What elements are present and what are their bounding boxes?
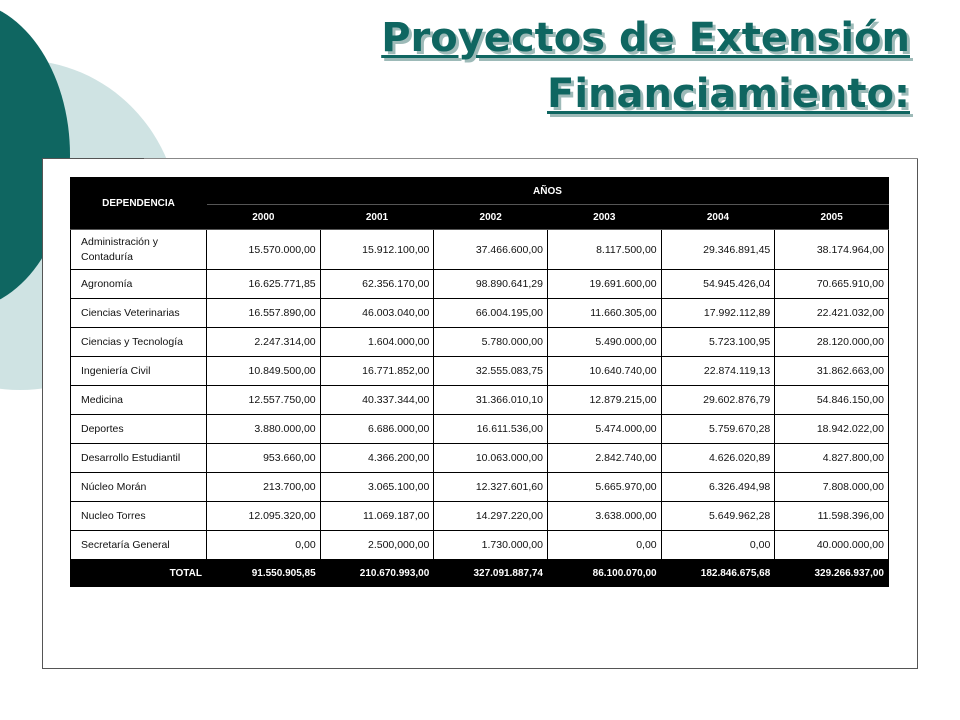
amount-cell: 10.640.740,00: [547, 357, 661, 386]
amount-cell: 16.625.771,85: [207, 270, 321, 299]
amount-cell: 953.660,00: [207, 444, 321, 473]
total-value: 86.100.070,00: [547, 560, 661, 587]
total-value: 91.550.905,85: [207, 560, 321, 587]
amount-cell: 22.421.032,00: [775, 299, 889, 328]
amount-cell: 2.500,000,00: [320, 531, 434, 560]
amount-cell: 5.780.000,00: [434, 328, 548, 357]
dependencia-name: Desarrollo Estudiantil: [71, 444, 207, 473]
amount-cell: 2.842.740,00: [547, 444, 661, 473]
dependencia-name: Núcleo Morán: [71, 473, 207, 502]
amount-cell: 29.346.891,45: [661, 230, 775, 270]
slide-title-line-1: Proyectos de Extensión: [381, 15, 910, 61]
dependencia-name: Administración y Contaduría: [71, 230, 207, 270]
dependencia-name: Ciencias Veterinarias: [71, 299, 207, 328]
amount-cell: 5.490.000,00: [547, 328, 661, 357]
dependencia-name: Secretaría General: [71, 531, 207, 560]
dependencia-name: Deportes: [71, 415, 207, 444]
dependencia-name: Agronomía: [71, 270, 207, 299]
amount-cell: 66.004.195,00: [434, 299, 548, 328]
amount-cell: 62.356.170,00: [320, 270, 434, 299]
amount-cell: 6.326.494,98: [661, 473, 775, 502]
table-row: [71, 473, 889, 502]
amount-cell: 4.366.200,00: [320, 444, 434, 473]
header-year: 2005: [775, 205, 889, 230]
amount-cell: 0,00: [661, 531, 775, 560]
header-years-label: AÑOS: [207, 178, 889, 205]
slide-title-line-2: Financiamiento:: [547, 71, 910, 117]
amount-cell: 12.095.320,00: [207, 502, 321, 531]
total-row: [71, 560, 889, 587]
amount-cell: 5.649.962,28: [661, 502, 775, 531]
amount-cell: 3.065.100,00: [320, 473, 434, 502]
table-row: [71, 270, 889, 299]
amount-cell: 19.691.600,00: [547, 270, 661, 299]
table-row: [71, 230, 889, 270]
header-dependencia: DEPENDENCIA: [71, 178, 207, 230]
amount-cell: 10.063.000,00: [434, 444, 548, 473]
amount-cell: 12.327.601,60: [434, 473, 548, 502]
table-row: [71, 531, 889, 560]
funding-table: [70, 177, 889, 587]
amount-cell: 5.723.100,95: [661, 328, 775, 357]
header-year: 2001: [320, 205, 434, 230]
amount-cell: 40.337.344,00: [320, 386, 434, 415]
amount-cell: 4.827.800,00: [775, 444, 889, 473]
dependencia-name: Ciencias y Tecnología: [71, 328, 207, 357]
amount-cell: 17.992.112,89: [661, 299, 775, 328]
table-row: [71, 328, 889, 357]
amount-cell: 12.879.215,00: [547, 386, 661, 415]
amount-cell: 37.466.600,00: [434, 230, 548, 270]
amount-cell: 46.003.040,00: [320, 299, 434, 328]
dependencia-name: Medicina: [71, 386, 207, 415]
amount-cell: 54.846.150,00: [775, 386, 889, 415]
table-row: [71, 415, 889, 444]
amount-cell: 16.611.536,00: [434, 415, 548, 444]
amount-cell: 5.759.670,28: [661, 415, 775, 444]
amount-cell: 18.942.022,00: [775, 415, 889, 444]
total-label: TOTAL: [71, 560, 207, 587]
amount-cell: 11.069.187,00: [320, 502, 434, 531]
amount-cell: 3.638.000,00: [547, 502, 661, 531]
dependencia-name: Nucleo Torres: [71, 502, 207, 531]
amount-cell: 32.555.083,75: [434, 357, 548, 386]
table-row: [71, 444, 889, 473]
amount-cell: 8.117.500,00: [547, 230, 661, 270]
frame-top-line: [144, 158, 918, 159]
total-value: 182.846.675,68: [661, 560, 775, 587]
total-value: 327.091.887,74: [434, 560, 548, 587]
amount-cell: 14.297.220,00: [434, 502, 548, 531]
amount-cell: 10.849.500,00: [207, 357, 321, 386]
header-year: 2002: [434, 205, 548, 230]
header-year: 2003: [547, 205, 661, 230]
amount-cell: 0,00: [207, 531, 321, 560]
amount-cell: 2.247.314,00: [207, 328, 321, 357]
amount-cell: 6.686.000,00: [320, 415, 434, 444]
amount-cell: 11.660.305,00: [547, 299, 661, 328]
amount-cell: 5.474.000,00: [547, 415, 661, 444]
amount-cell: 31.862.663,00: [775, 357, 889, 386]
amount-cell: 54.945.426,04: [661, 270, 775, 299]
amount-cell: 70.665.910,00: [775, 270, 889, 299]
header-year: 2004: [661, 205, 775, 230]
amount-cell: 1.730.000,00: [434, 531, 548, 560]
amount-cell: 31.366.010,10: [434, 386, 548, 415]
amount-cell: 16.557.890,00: [207, 299, 321, 328]
amount-cell: 22.874.119,13: [661, 357, 775, 386]
amount-cell: 28.120.000,00: [775, 328, 889, 357]
amount-cell: 7.808.000,00: [775, 473, 889, 502]
amount-cell: 40.000.000,00: [775, 531, 889, 560]
total-value: 329.266.937,00: [775, 560, 889, 587]
table-row: [71, 502, 889, 531]
amount-cell: 38.174.964,00: [775, 230, 889, 270]
amount-cell: 98.890.641,29: [434, 270, 548, 299]
amount-cell: 11.598.396,00: [775, 502, 889, 531]
amount-cell: 5.665.970,00: [547, 473, 661, 502]
table-row: [71, 386, 889, 415]
amount-cell: 0,00: [547, 531, 661, 560]
amount-cell: 12.557.750,00: [207, 386, 321, 415]
dependencia-name: Ingeniería Civil: [71, 357, 207, 386]
amount-cell: 4.626.020,89: [661, 444, 775, 473]
table-row: [71, 357, 889, 386]
header-year: 2000: [207, 205, 321, 230]
slide-title: [381, 10, 910, 122]
table-row: [71, 299, 889, 328]
total-value: 210.670.993,00: [320, 560, 434, 587]
amount-cell: 1.604.000,00: [320, 328, 434, 357]
amount-cell: 3.880.000,00: [207, 415, 321, 444]
amount-cell: 16.771.852,00: [320, 357, 434, 386]
amount-cell: 15.570.000,00: [207, 230, 321, 270]
amount-cell: 15.912.100,00: [320, 230, 434, 270]
amount-cell: 213.700,00: [207, 473, 321, 502]
amount-cell: 29.602.876,79: [661, 386, 775, 415]
